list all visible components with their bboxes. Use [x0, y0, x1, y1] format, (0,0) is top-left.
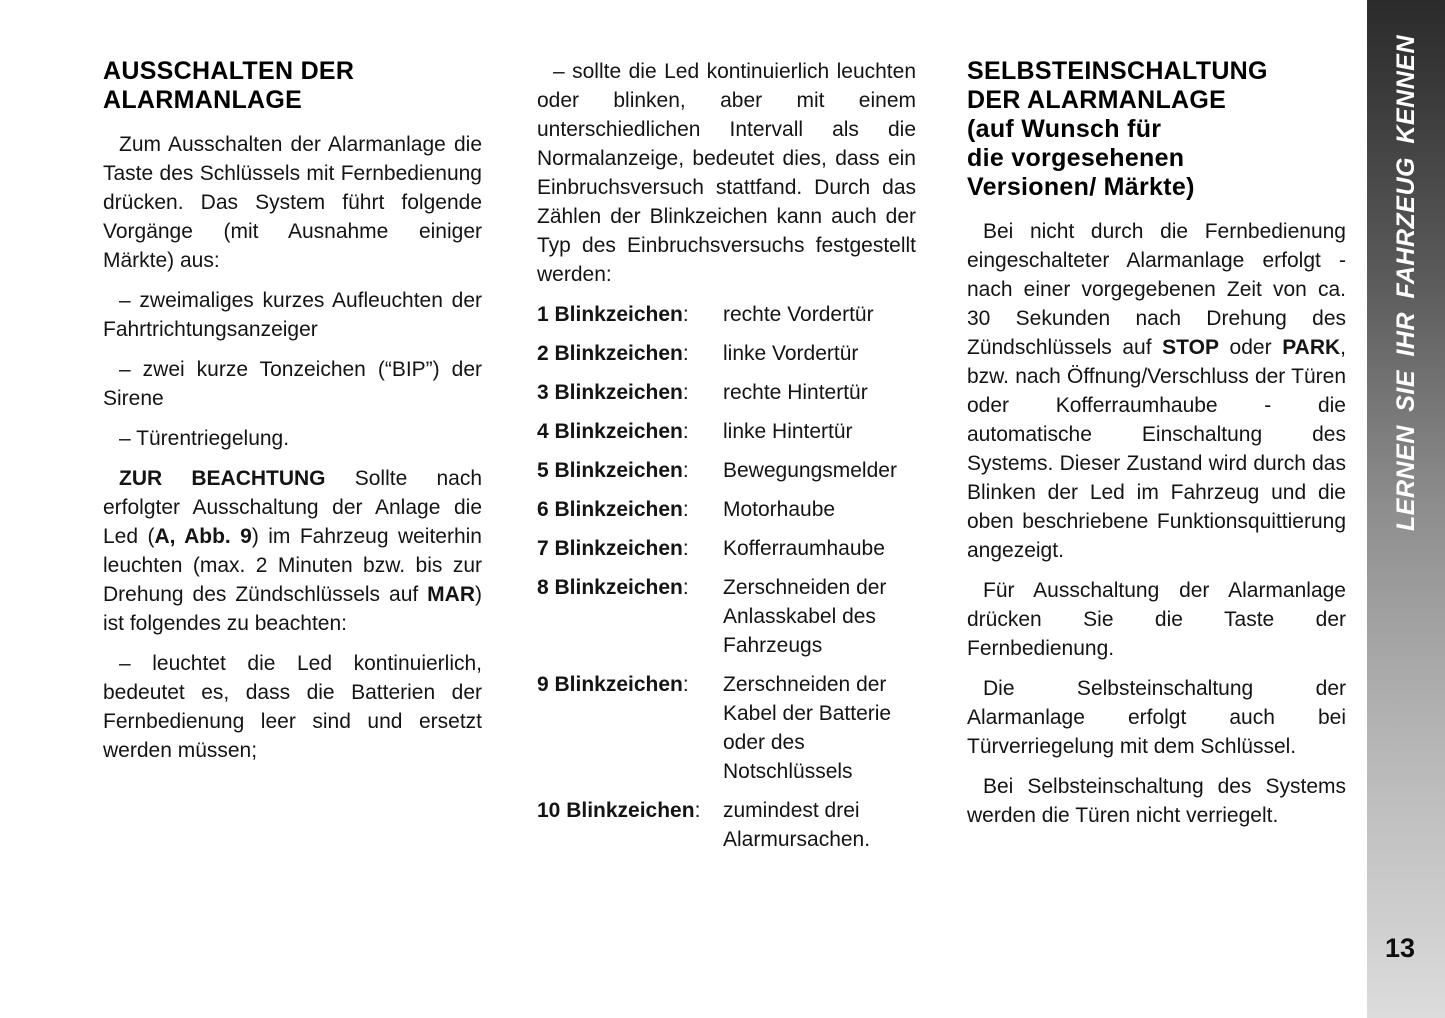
bold-text: STOP — [1162, 336, 1219, 359]
text-run: – zweimaliges kurzes Aufleuchten der Fahrtrichtungsanzeiger — [103, 289, 482, 341]
list-item — [537, 378, 916, 407]
list-item-label — [537, 339, 723, 368]
bold-text: A, Abb. 9 — [154, 525, 252, 548]
heading-line: die vorgesehenen — [967, 144, 1185, 172]
list-item-label-text: 10 Blinkzeichen — [537, 799, 695, 822]
section-heading — [967, 57, 1346, 202]
list-item-label — [537, 670, 723, 699]
paragraph — [103, 649, 482, 765]
text-run: ) ist folgendes zu beachten: — [103, 583, 482, 635]
list-item-value: Kofferraumhaube — [723, 537, 885, 560]
heading-line: AUSSCHALTEN DER — [103, 57, 355, 85]
section-heading — [103, 57, 482, 115]
list-item-label — [537, 495, 723, 524]
text-run: Für Ausschaltung der Alarmanlage drücken Sie die Taste der Fernbedienung. — [967, 579, 1346, 660]
list-item-value: rechte Hintertür — [723, 381, 868, 404]
list-item-value: Zerschneiden der Kabel der Batterie oder des Notschlüssels — [723, 673, 892, 783]
text-run: – zwei kurze Tonzeichen (“BIP”) der Sirene — [103, 358, 482, 410]
list-item-label — [537, 456, 723, 485]
list-item-label — [537, 796, 723, 825]
list-item — [537, 573, 916, 660]
paragraph — [103, 424, 482, 453]
list-item — [537, 495, 916, 524]
list-item — [537, 670, 916, 786]
chapter-title-wrap — [1367, 34, 1445, 531]
bold-text: ZUR BEACHTUNG — [119, 467, 326, 490]
list-item-label-text: 6 Blinkzeichen — [537, 498, 683, 521]
list-item-label-text: 5 Blinkzeichen — [537, 459, 683, 482]
list-item-label-text: 1 Blinkzeichen — [537, 303, 683, 326]
bold-text: MAR — [427, 583, 475, 606]
paragraph — [103, 355, 482, 413]
column-left — [103, 57, 482, 776]
list-item-separator: : — [694, 799, 701, 822]
text-run: – Türentriegelung. — [119, 427, 290, 450]
list-item — [537, 300, 916, 329]
list-item-separator: : — [682, 537, 689, 560]
list-item-label — [537, 300, 723, 329]
paragraph — [967, 772, 1346, 830]
text-run: oder — [1218, 336, 1283, 359]
list-item — [537, 339, 916, 368]
list-item-label — [537, 573, 723, 602]
list-item-separator: : — [682, 498, 689, 521]
list-item-value: rechte Vordertür — [723, 303, 874, 326]
list-item-value: linke Vordertür — [723, 342, 859, 365]
column-middle — [537, 57, 916, 864]
paragraph — [103, 464, 482, 638]
text-run: – leuchtet die Led kontinuierlich, bedeutet es, dass die Batterien der Fernbedienung leer sind und ersetzt werden müssen; — [103, 652, 482, 762]
list-item — [537, 796, 916, 854]
list-item-label-text: 9 Blinkzeichen — [537, 673, 683, 696]
list-item-separator: : — [682, 576, 689, 599]
text-run: Sollte nach erfolgter Ausschaltung der Anlage die Led ( — [103, 467, 482, 548]
list-item-separator: : — [682, 673, 689, 696]
list-item-label-text: 4 Blinkzeichen — [537, 420, 683, 443]
text-run: Bei nicht durch die Fernbedienung eingeschalteter Alarmanlage erfolgt - nach einer vorgegebenen Zeit von ca. 30 Sekunden nach Drehung des Zündschlüssels auf — [967, 220, 1346, 359]
list-item-value: Zerschneiden der Anlasskabel des Fahrzeugs — [723, 576, 887, 657]
list-item — [537, 534, 916, 563]
text-run: Zum Ausschalten der Alarmanlage die Taste des Schlüssels mit Fernbedienung drücken. Das System führt folgende Vorgänge (mit Ausnahme einiger Märkte) aus: — [103, 133, 482, 272]
heading-line: SELBSTEINSCHALTUNG — [967, 57, 1268, 85]
list-item-label-text: 2 Blinkzeichen — [537, 342, 683, 365]
list-item-value: Motorhaube — [723, 498, 836, 521]
chapter-title: LERNEN SIE IHR FAHRZEUG KENNEN — [1391, 34, 1420, 531]
text-run: – sollte die Led kontinuierlich leuchten oder blinken, aber mit einem unterschiedlichen Intervall als die Normalanzeige, bedeutet dies, dass ein Einbruchsversuch stattfand. Durch das Zählen der Blinkzeichen kann auch der Typ des Einbruchsversuchs festgestellt werden: — [537, 60, 916, 286]
text-run: Die Selbsteinschaltung der Alarmanlage erfolgt auch bei Türverriegelung mit dem Schlüssel. — [967, 677, 1346, 758]
list-item-separator: : — [682, 342, 689, 365]
list-item — [537, 456, 916, 485]
list-item-value: linke Hintertür — [723, 420, 853, 443]
paragraph — [103, 130, 482, 275]
bold-text: PARK — [1282, 336, 1341, 359]
list-item-separator: : — [682, 459, 689, 482]
list-item-label — [537, 417, 723, 446]
paragraph — [967, 576, 1346, 663]
heading-line: DER ALARMANLAGE — [967, 86, 1227, 114]
heading-line: (auf Wunsch für — [967, 115, 1162, 143]
list-item-label-text: 3 Blinkzeichen — [537, 381, 683, 404]
paragraph — [103, 286, 482, 344]
list-item-separator: : — [682, 381, 689, 404]
list-item — [537, 417, 916, 446]
paragraph — [967, 217, 1346, 565]
text-run: ) im Fahrzeug weiterhin leuchten (max. 2 Minuten bzw. bis zur Drehung des Zündschlüssels auf — [103, 525, 482, 606]
page-number: 13 — [1384, 933, 1416, 963]
heading-line: ALARMANLAGE — [103, 86, 303, 114]
list-item-value: Bewegungsmelder — [723, 459, 897, 482]
paragraph — [537, 57, 916, 289]
text-run: Bei Selbsteinschaltung des Systems werden die Türen nicht verriegelt. — [967, 775, 1346, 827]
list-item-label — [537, 378, 723, 407]
column-right — [967, 57, 1346, 841]
list-item-value: zumindest drei Alarmursachen. — [723, 799, 871, 851]
list-item-label-text: 8 Blinkzeichen — [537, 576, 683, 599]
chapter-sidebar — [1367, 0, 1445, 1018]
text-run: , bzw. nach Öffnung/Verschluss der Türen oder Kofferraumhaube - die automatische Einschaltung des Systems. Dieser Zustand wird durch das Blinken der Led im Fahrzeug und die oben beschriebene Funktionsquittierung angezeigt. — [967, 336, 1346, 562]
list-item-label — [537, 534, 723, 563]
list-item-label-text: 7 Blinkzeichen — [537, 537, 683, 560]
list-item-separator: : — [682, 420, 689, 443]
heading-line: Versionen/ Märkte) — [967, 173, 1195, 201]
list-item-separator: : — [682, 303, 689, 326]
blink-code-list — [537, 300, 916, 854]
paragraph — [967, 674, 1346, 761]
